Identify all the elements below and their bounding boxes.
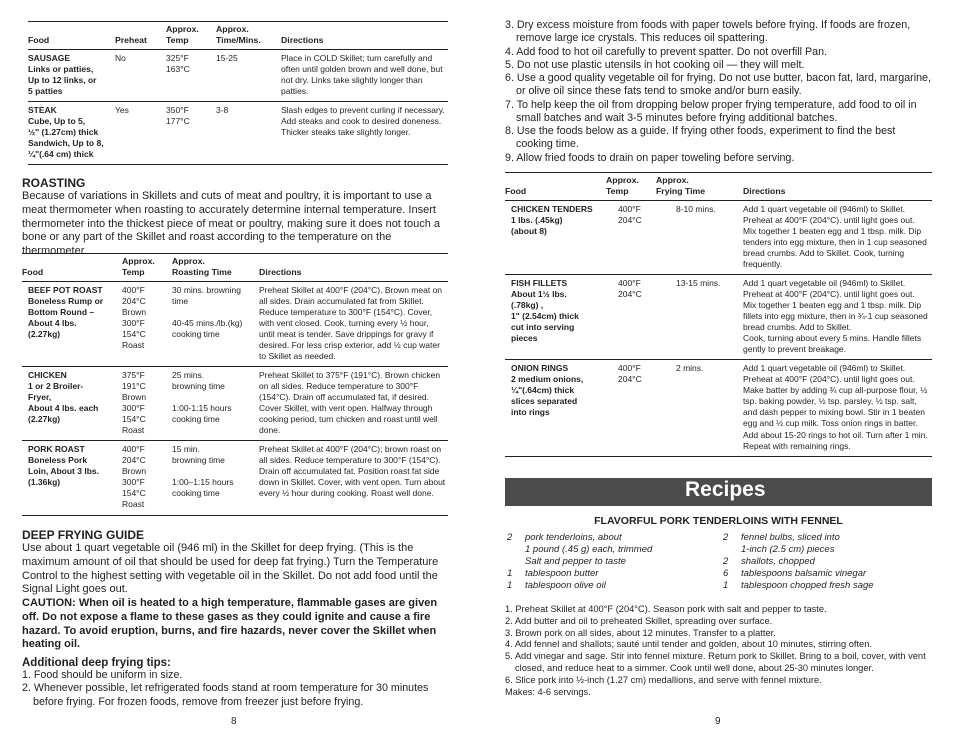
table-row xyxy=(28,101,448,164)
temp-cell: 350°F 177°C xyxy=(166,104,190,126)
list-item: 6. Use a good quality vegetable oil for frying. Do not use butter, bacon fat, lard, margarine, or olive oil since these fats tend to smoke and/or burn easily. xyxy=(505,72,931,98)
recipe-step: 1. Preheat Skillet at 400°F (204°C). Season pork with salt and pepper to taste. xyxy=(505,604,827,614)
list-item: 9. Allow fried foods to drain on paper toweling before serving. xyxy=(505,151,795,164)
col-directions: Directions xyxy=(259,267,302,278)
table-row xyxy=(22,441,448,515)
ingredient-text: tablespoon butter xyxy=(525,568,599,580)
recipe-step: 4. Add fennel and shallots; sauté until tender and golden, about 10 minutes, stirring often. xyxy=(505,639,872,650)
recipes-banner xyxy=(505,478,932,506)
table-row xyxy=(505,200,932,274)
temp-cell: 400°F 204°C Brown 300°F 154°C Roast xyxy=(122,284,147,350)
preheat-cell: Yes xyxy=(115,104,129,115)
ingredient-qty xyxy=(723,544,741,556)
food-cell: SAUSAGE Links or patties, Up to 12 links, or 5 patties xyxy=(28,52,97,96)
ingredients-right xyxy=(723,532,874,592)
col-temp: Approx. Temp xyxy=(166,24,199,46)
table-header xyxy=(22,254,448,282)
list-item: 2. Whenever possible, let refrigerated foods stand at room temperature for 30 minutes before frying. For frozen foods, remove from freezer just before frying. xyxy=(22,682,429,708)
ingredient xyxy=(507,580,652,592)
col-temp: Approx. Temp xyxy=(122,256,155,278)
col-food: Food xyxy=(505,186,527,197)
roasting-table xyxy=(22,253,448,516)
recipe-step: 5. Add vinegar and sage. Stir into fennel mixture. Return pork to Skillet. Bring to a boil, cover, with vent closed, and reduce heat to a simmer. Cook until well done, about 25-30 minutes longer. xyxy=(505,651,926,673)
ingredient xyxy=(507,556,652,568)
page-number-left: 8 xyxy=(231,716,237,727)
deep-frying-table xyxy=(505,172,932,457)
list-item: 7. To help keep the oil from dropping below proper frying temperature, add food to oil in small batches and wait 3-5 minutes before frying additional batches. xyxy=(505,98,917,124)
food-cell: STEAK Cube, Up to 5, ½" (1.27cm) thick Sandwich, Up to 8, ¼"(.64 cm) thick xyxy=(28,104,104,159)
time-cell: 8-10 mins. xyxy=(676,203,716,214)
directions-cell: Preheat Skillet at 400°F (204°C). Brown meat on all sides. Drain accumulated fat from Skillet. Reduce temperature to 300°F (154°C). Cover, with vent closed. Cook, turning every ½ hour, until meat is tender. Save drippings for gravy if desired. For less crisp exterior, add ½ cup water to Skillet as needed. xyxy=(259,284,443,361)
temp-cell: 375°F 191°C Brown 300°F 154°C Roast xyxy=(122,369,147,436)
ingredient-text: pork tenderloins, about xyxy=(525,532,622,543)
ingredient-qty xyxy=(507,556,525,568)
temp-cell: 400°F 204°C xyxy=(618,277,642,299)
time-cell: 15 min. browning time 1:00–1:15 hours cooking time xyxy=(172,444,234,499)
servings: Makes: 4-6 servings. xyxy=(505,686,591,697)
temp-cell: 400°F 204°C xyxy=(618,203,642,225)
page-number-right: 9 xyxy=(715,716,721,727)
food-cell: FISH FILLETS About 1½ lbs. (.78kg) , 1" (2.54cm) thick cut into serving pieces xyxy=(511,277,579,344)
col-food: Food xyxy=(28,35,50,46)
table-row xyxy=(505,274,932,359)
table-row xyxy=(28,49,448,101)
list-item: 8. Use the foods below as a guide. If frying other foods, experiment to find the best cooking time. xyxy=(505,125,896,151)
roasting-text: Because of variations in Skillets and cuts of meat and poultry, it is important to use a meat thermometer when roasting to accurately determine internal temperature. Insert thermometer into the thickest piece of meat or poultry, making sure it does not touch a bone or any part of the Skillet and roast according to the temperature on the thermometer. xyxy=(22,190,441,257)
ingredient xyxy=(723,532,874,544)
ingredient xyxy=(507,568,652,580)
directions-cell: Add 1 quart vegetable oil (946ml) to Skillet. Preheat at 400°F (204°C). until light goes out. Mix together 1 beaten egg and 1 tbsp. milk. Dip tenders into egg mixture, then in 1 cup seasoned bread crumbs. Add to Skillet. Cook, turning frequently. xyxy=(743,203,927,269)
ingredient-qty: 1 xyxy=(507,580,513,592)
col-food: Food xyxy=(22,267,44,278)
ingredient-text: tablespoon chopped fresh sage xyxy=(741,580,874,592)
time-cell: 13-15 mins. xyxy=(676,277,721,288)
ingredient-text: fennel bulbs, sliced into xyxy=(741,532,840,543)
directions-cell: Add 1 quart vegetable oil (946ml) to Skillet. Preheat at 400°F (204°C). until light goes out. Make batter by adding ¾ cup all-purpose flour, ½ tsp. baking powder, ½ tsp. parsley, ½ tsp. salt, and dash pepper to mixing bowl. Stir in 1 beaten egg and ½ cup milk. Toss onion rings in batter. Add about 15-20 rings to hot oil. Turn after 1 min. Repeat with remaining rings. xyxy=(743,363,928,451)
ingredient-text: shallots, chopped xyxy=(741,556,815,568)
time-cell: 3-8 xyxy=(216,104,229,115)
caution-text: CAUTION: When oil is heated to a high temperature, flammable gases are given off. Do not expose a flame to these gases as they could ignite and cause a fire hazard. To avoid eruption, burns, and fire hazards, never cover the Skillet when heating oil. xyxy=(22,597,438,651)
banner-title: Recipes xyxy=(685,478,766,501)
ingredient-qty xyxy=(507,544,525,556)
food-cell: CHICKEN TENDERS 1 lbs. (.45kg) (about 8) xyxy=(511,203,593,236)
food-cell: CHICKEN 1 or 2 Broiler- Fryer, About 4 lbs. each (2.27kg) xyxy=(28,369,99,425)
recipe-step: 3. Brown pork on all sides, about 12 minutes. Transfer to a platter. xyxy=(505,627,776,638)
table-row xyxy=(505,360,932,456)
temp-cell: 400°F 204°C Brown 300°F 154°C Roast xyxy=(122,444,147,510)
list-item: 4. Add food to hot oil carefully to prevent spatter. Do not overfill Pan. xyxy=(505,45,828,58)
ingredient-text: 1 pound (.45 g) each, trimmed xyxy=(525,544,653,556)
recipe-step: 6. Slice pork into ½-inch (1.27 cm) medallions, and serve with fennel mixture. xyxy=(505,674,822,685)
ingredient-text: tablespoons balsamic vinegar xyxy=(741,568,867,580)
deep-frying-text: Use about 1 quart vegetable oil (946 ml) in the Skillet for deep frying. (This is the maximum amount of oil that should be used for deep fat frying.) Turn the Temperature Control to the highest setting with vegetable oil in the Skillet. Do not add food until the Signal Light goes out. xyxy=(22,542,439,596)
ingredient xyxy=(723,568,874,580)
temp-cell: 325°F 163°C xyxy=(166,52,190,74)
time-cell: 30 mins. browning time 40-45 mins./lb.(kg) cooking time xyxy=(172,284,243,339)
ingredient-qty: 1 xyxy=(507,568,513,580)
table-header xyxy=(505,173,932,201)
col-time: Approx. Roasting Time xyxy=(172,256,232,278)
col-directions: Directions xyxy=(743,186,786,197)
roasting-title: ROASTING xyxy=(22,176,86,190)
directions-cell: Slash edges to prevent curling if necessary. Add steaks and cook to desired doneness. Thicker steaks take slightly longer. xyxy=(281,104,445,137)
list-item: 1. Food should be uniform in size. xyxy=(22,669,183,681)
tips-list xyxy=(22,669,448,709)
ingredient-text: 1-inch (2.5 cm) pieces xyxy=(741,544,835,556)
tips-list-continued xyxy=(505,19,932,165)
ingredient xyxy=(723,580,874,592)
table-row xyxy=(22,366,448,440)
col-time: Approx. Time/Mins. xyxy=(216,24,261,46)
col-preheat: Preheat xyxy=(115,35,147,46)
ingredient-text: tablespoon olive oil xyxy=(525,580,606,592)
directions-cell: Place in COLD Skillet; turn carefully and often until golden brown and well done, but not dry. Links take slightly longer than patties. xyxy=(281,52,443,96)
directions-cell: Preheat Skillet at 400°F (204°C); brown roast on all sides. Reduce temperature to 300°F (154°C). Drain off accumulated fat. Position roast fat side down in Skillet. Cover, with vent open. Turn about every ½ hour during cooking. Roast well done. xyxy=(259,444,446,499)
breakfast-meat-table xyxy=(28,21,448,165)
ingredient-qty: 6 xyxy=(723,568,729,580)
ingredients-left xyxy=(507,532,652,592)
col-directions: Directions xyxy=(281,35,324,46)
ingredient-qty: 2 xyxy=(723,556,729,568)
temp-cell: 400°F 204°C xyxy=(618,363,642,385)
tips-title: Additional deep frying tips: xyxy=(22,657,171,669)
time-cell: 2 mins. xyxy=(676,363,704,374)
directions-cell: Add 1 quart vegetable oil (946ml) to Skillet. Preheat at 400°F (204°C). until light goes out. Mix together 1 beaten egg and 1 tbsp. milk. Dip fillets into egg mixture, then in ¾-1 cup seasoned bread crumbs. Add to Skillet. Cook, turning about every 5 mins. Handle fillets gently to prevent breakage. xyxy=(743,277,928,355)
recipe-steps xyxy=(505,604,933,698)
ingredient xyxy=(723,556,874,568)
food-cell: BEEF POT ROAST Boneless Rump or Bottom Round – About 4 lbs. (2.27kg) xyxy=(28,284,104,339)
col-temp: Approx. Temp xyxy=(606,175,639,197)
food-cell: ONION RINGS 2 medium onions, ¼"(.64cm) thick slices separated into rings xyxy=(511,363,584,418)
recipe-title: FLAVORFUL PORK TENDERLOINS WITH FENNEL xyxy=(594,515,843,527)
ingredient xyxy=(507,544,652,556)
directions-cell: Preheat Skillet to 375°F (191°C). Brown chicken on all sides. Reduce temperature to 300°F (154°C). Drain off accumulated fat, if desired. Cover Skillet, with vent open. Halfway through cooking period, turn chicken and roast until well done. xyxy=(259,369,441,436)
time-cell: 15-25 xyxy=(216,52,238,63)
ingredient-qty: 2 xyxy=(507,532,513,543)
list-item: 5. Do not use plastic utensils in hot cooking oil — they will melt. xyxy=(505,58,805,71)
ingredient-text: Salt and pepper to taste xyxy=(525,556,626,568)
time-cell: 25 mins. browning time 1:00-1:15 hours cooking time xyxy=(172,369,232,425)
ingredient-qty: 1 xyxy=(723,580,729,592)
recipe-step: 2. Add butter and oil to preheated Skillet, spreading over surface. xyxy=(505,615,773,626)
ingredient-qty: 2 xyxy=(723,532,729,543)
preheat-cell: No xyxy=(115,52,126,63)
ingredient xyxy=(723,544,874,556)
col-time: Approx. Frying Time xyxy=(656,175,706,197)
table-header xyxy=(28,22,448,50)
food-cell: PORK ROAST Boneless Pork Loin, About 3 lbs. (1.36kg) xyxy=(28,444,99,488)
deep-frying-title: DEEP FRYING GUIDE xyxy=(22,528,145,542)
ingredient xyxy=(507,532,652,544)
table-row xyxy=(22,281,448,366)
list-item: 3. Dry excess moisture from foods with paper towels before frying. If foods are frozen, remove large ice crystals. This reduces oil spattering. xyxy=(505,19,911,45)
